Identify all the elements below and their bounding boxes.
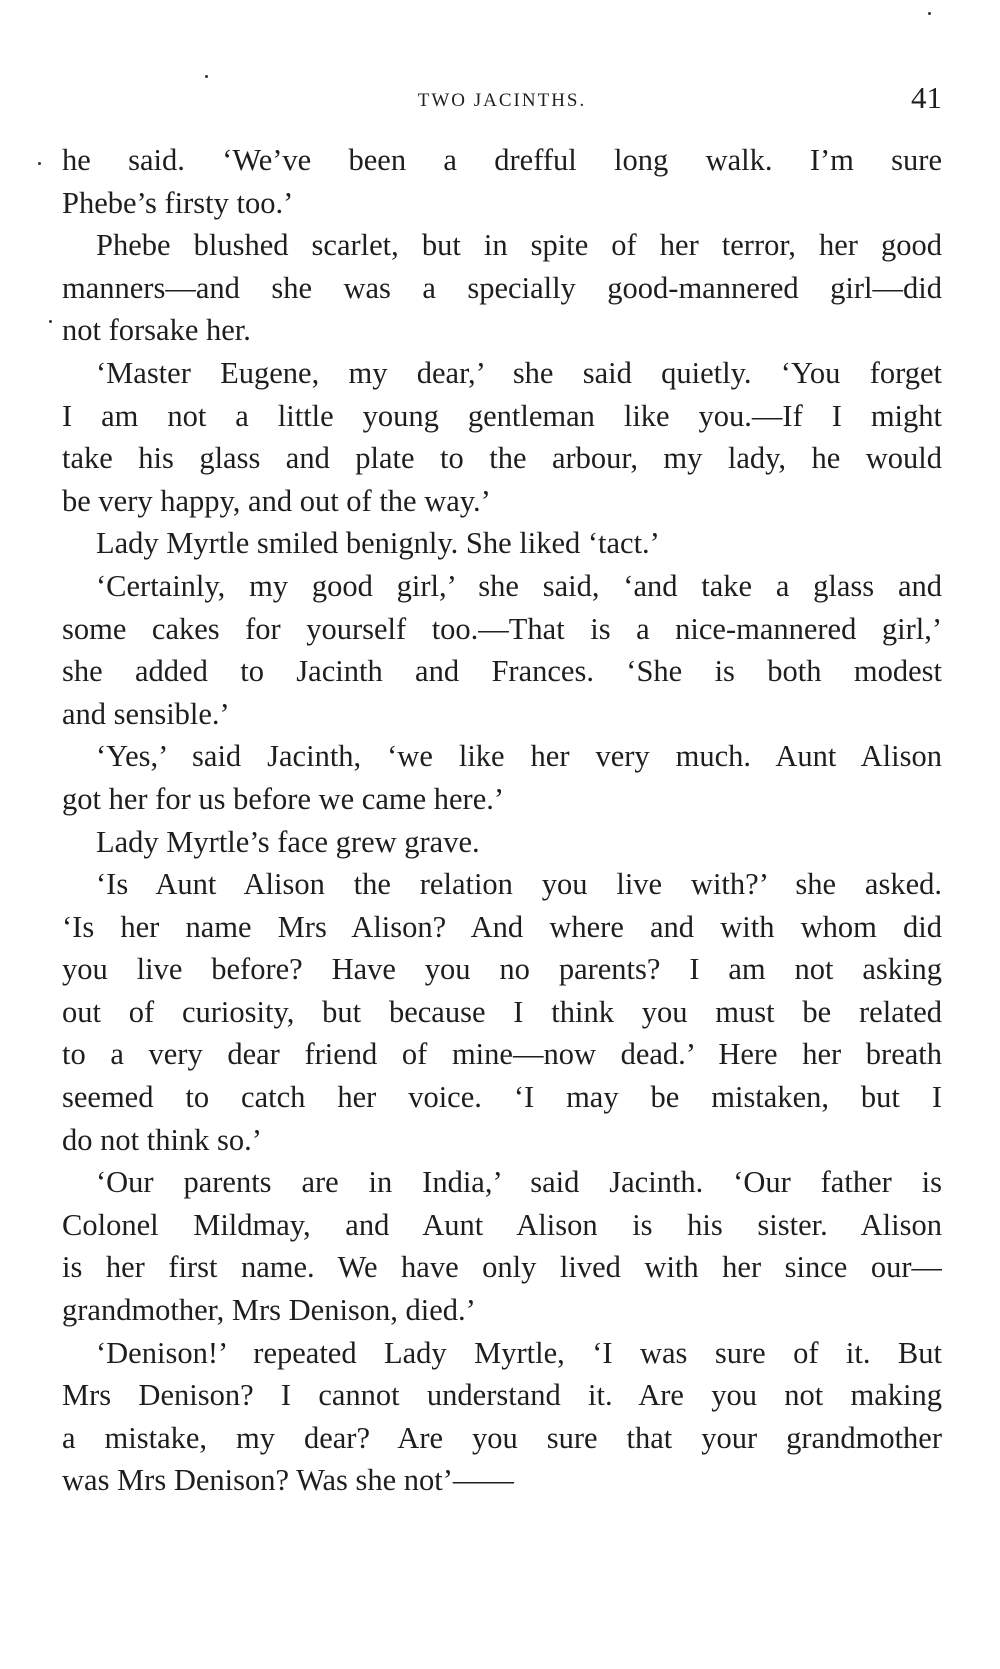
text-line: Phebe blushed scarlet, but in spite of her terror, her good: [96, 228, 942, 263]
text-line: grandmother, Mrs Denison, died.’: [62, 1293, 476, 1328]
ink-speck: [38, 162, 41, 165]
text-line: ‘Yes,’ said Jacinth, ‘we like her very much. Aunt Alison: [96, 739, 942, 774]
text-line: do not think so.’: [62, 1122, 262, 1157]
page-number: 41: [911, 80, 942, 115]
text-line: ‘Denison!’ repeated Lady Myrtle, ‘I was sure of it. But: [96, 1335, 942, 1370]
text-line: manners—and she was a specially good-mannered girl—did: [62, 270, 942, 305]
text-line: Phebe’s firsty too.’: [62, 185, 294, 220]
ink-speck: [49, 320, 52, 323]
text-line: ‘Our parents are in India,’ said Jacinth. ‘Our father is: [96, 1165, 942, 1200]
text-line: Mrs Denison? I cannot understand it. Are you not making: [62, 1378, 942, 1413]
text-line: be very happy, and out of the way.’: [62, 483, 491, 518]
text-line: got her for us before we came here.’: [62, 781, 505, 816]
text-line: out of curiosity, but because I think you must be related: [62, 994, 942, 1029]
text-line: Lady Myrtle’s face grew grave.: [96, 824, 480, 859]
text-line: and sensible.’: [62, 696, 230, 731]
text-line: ‘Master Eugene, my dear,’ she said quietly. ‘You forget: [96, 355, 942, 390]
page-header: [62, 80, 942, 116]
text-line: she added to Jacinth and Frances. ‘She is both modest: [62, 654, 942, 689]
running-head: TWO JACINTHS.: [417, 90, 587, 111]
text-line: take his glass and plate to the arbour, my lady, he would: [62, 441, 942, 476]
text-line: to a very dear friend of mine—now dead.’ Here her breath: [62, 1037, 942, 1072]
ink-speck: [205, 75, 208, 78]
text-line: not forsake her.: [62, 313, 251, 348]
ink-speck: [928, 12, 931, 15]
text-line: you live before? Have you no parents? I am not asking: [62, 952, 942, 987]
text-line: was Mrs Denison? Was she not’——: [62, 1463, 514, 1498]
text-line: seemed to catch her voice. ‘I may be mistaken, but I: [62, 1080, 942, 1115]
text-line: a mistake, my dear? Are you sure that your grandmother: [62, 1420, 942, 1455]
text-line: ‘Is Aunt Alison the relation you live with?’ she asked.: [96, 867, 942, 902]
text-line: I am not a little young gentleman like you.—If I might: [62, 398, 942, 433]
body-text: [62, 139, 942, 1502]
text-line: Colonel Mildmay, and Aunt Alison is his sister. Alison: [62, 1207, 942, 1242]
text-line: he said. ‘We’ve been a drefful long walk. I’m sure: [62, 143, 942, 177]
text-line: some cakes for yourself too.—That is a nice-mannered girl,’: [62, 611, 942, 646]
text-line: Lady Myrtle smiled benignly. She liked ‘tact.’: [96, 526, 660, 561]
text-line: is her first name. We have only lived with her since our—: [62, 1250, 942, 1285]
text-line: ‘Certainly, my good girl,’ she said, ‘and take a glass and: [96, 568, 942, 603]
text-line: ‘Is her name Mrs Alison? And where and with whom did: [62, 909, 942, 944]
